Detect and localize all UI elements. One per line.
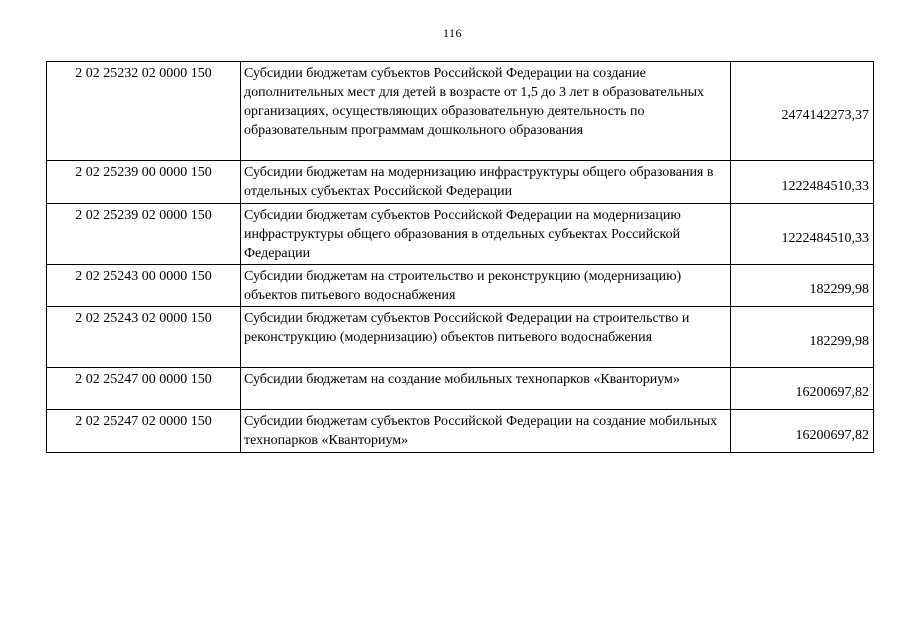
budget-code-cell: 2 02 25247 02 0000 150 <box>47 410 241 453</box>
table-row <box>47 265 874 307</box>
budget-table <box>46 61 874 453</box>
amount-cell: 1222484510,33 <box>731 204 874 265</box>
amount-cell: 182299,98 <box>731 307 874 368</box>
budget-code-cell: 2 02 25239 02 0000 150 <box>47 204 241 265</box>
budget-code-cell: 2 02 25243 00 0000 150 <box>47 265 241 307</box>
description-cell: Субсидии бюджетам субъектов Российской Федерации на строительство и реконструкцию (модернизацию) объектов питьевого водоснабжения <box>241 307 731 368</box>
amount-cell: 182299,98 <box>731 265 874 307</box>
table-row <box>47 62 874 161</box>
description-cell: Субсидии бюджетам субъектов Российской Федерации на создание дополнительных мест для детей в возрасте от 1,5 до 3 лет в образовательных организациях, осуществляющих образовательную деятельность по образовательным программам дошкольного образования <box>241 62 731 161</box>
table-row <box>47 410 874 453</box>
amount-cell: 16200697,82 <box>731 410 874 453</box>
page-number: 116 <box>442 26 463 40</box>
budget-code-cell: 2 02 25239 00 0000 150 <box>47 161 241 204</box>
table-row <box>47 161 874 204</box>
table-row <box>47 368 874 410</box>
budget-code-cell: 2 02 25247 00 0000 150 <box>47 368 241 410</box>
description-cell: Субсидии бюджетам субъектов Российской Федерации на модернизацию инфраструктуры общего образования в отдельных субъектах Российской Федерации <box>241 204 731 265</box>
description-cell: Субсидии бюджетам на строительство и реконструкцию (модернизацию) объектов питьевого водоснабжения <box>241 265 731 307</box>
description-cell: Субсидии бюджетам субъектов Российской Федерации на создание мобильных технопарков «Кванториум» <box>241 410 731 453</box>
description-cell: Субсидии бюджетам на модернизацию инфраструктуры общего образования в отдельных субъектах Российской Федерации <box>241 161 731 204</box>
amount-cell: 1222484510,33 <box>731 161 874 204</box>
description-cell: Субсидии бюджетам на создание мобильных технопарков «Кванториум» <box>241 368 731 410</box>
amount-cell: 16200697,82 <box>731 368 874 410</box>
amount-cell: 2474142273,37 <box>731 62 874 161</box>
table-row <box>47 204 874 265</box>
table-row <box>47 307 874 368</box>
budget-code-cell: 2 02 25243 02 0000 150 <box>47 307 241 368</box>
budget-code-cell: 2 02 25232 02 0000 150 <box>47 62 241 161</box>
